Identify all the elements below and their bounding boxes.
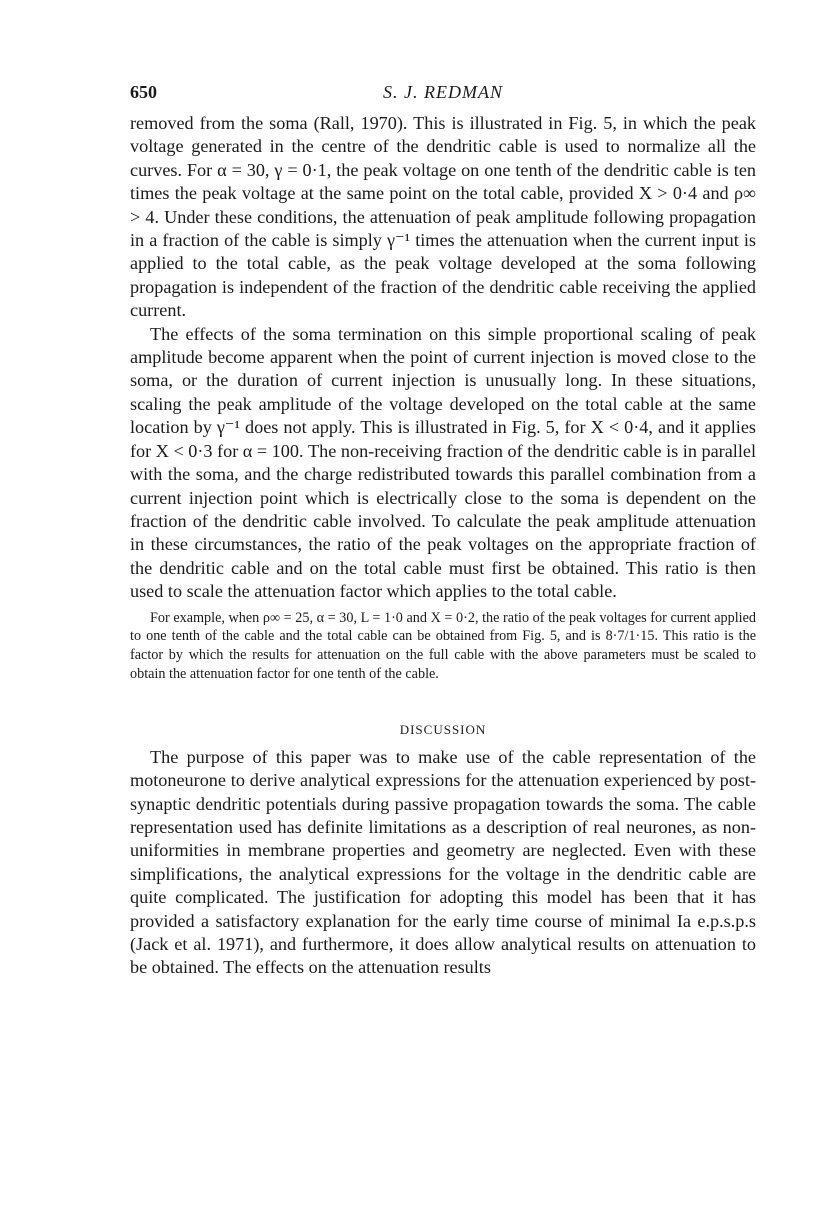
paper-page [130, 82, 756, 980]
paragraph-soma-termination: The effects of the soma termination on this simple proportional scaling of peak amplitude become apparent when the point of current injection is moved close to the soma, or the duration of current injection is unusually long. In these situations, scaling the peak amplitude of the voltage developed on the total cable at the same location by γ⁻¹ does not apply. This is illustrated in Fig. 5, for X < 0·4, and it applies for X < 0·3 for α = 100. The non-receiving fraction of the dendritic cable is in parallel with the soma, and the charge redistributed towards this parallel combination from a current injection point which is electrically close to the soma is dependent on the fraction of the dendritic cable involved. To calculate the peak amplitude attenuation in these circumstances, the ratio of the peak voltages on the appropriate fraction of the dendritic cable and on the total cable must first be obtained. This ratio is then used to scale the attenuation factor which applies to the total cable. [130, 323, 756, 602]
example-paragraph: For example, when ρ∞ = 25, α = 30, L = 1·0 and X = 0·2, the ratio of the peak voltages for current applied to one tenth of the cable and the total cable can be obtained from Fig. 5, and is 8·7/1·15. This ratio is the factor by which the results for attenuation on the full cable with the above parameters must be scaled to obtain the attenuation factor for one tenth of the cable. [130, 609, 756, 682]
paragraph-fig5-scaling: removed from the soma (Rall, 1970). This is illustrated in Fig. 5, in which the peak voltage generated in the centre of the dendritic cable is used to normalize all the curves. For α = 30, γ = 0·1, the peak voltage on one tenth of the dendritic cable is ten times the peak voltage at the same point on the total cable, provided X > 0·4 and ρ∞ > 4. Under these conditions, the attenuation of peak amplitude following propagation in a fraction of the cable is simply γ⁻¹ times the attenuation when the current input is applied to the total cable, as the peak voltage developed at the soma following propagation is independent of the fraction of the dendritic cable receiving the applied current. [130, 113, 756, 321]
page-number: 650 [130, 82, 157, 102]
discussion-heading: DISCUSSION [399, 721, 487, 737]
running-head [130, 82, 756, 112]
author-running-head: S. J. REDMAN [383, 82, 503, 102]
discussion-paragraph: The purpose of this paper was to make use of the cable representation of the motoneurone to derive analytical expressions for the attenuation experienced by post-synaptic dendritic potentials during passive propagation towards the soma. The cable representation used has definite limitations as a description of real neurones, as non-uniformities in membrane properties and geometry are neglected. Even with these simplifications, the analytical expressions for the voltage in the dendritic cable are quite complicated. The justification for adopting this model has been that it has provided a satisfactory explanation for the early time course of minimal Ia e.p.s.p.s (Jack et al. 1971), and furthermore, it does allow analytical results on attenuation to be obtained. The effects on the attenuation results [130, 746, 756, 978]
